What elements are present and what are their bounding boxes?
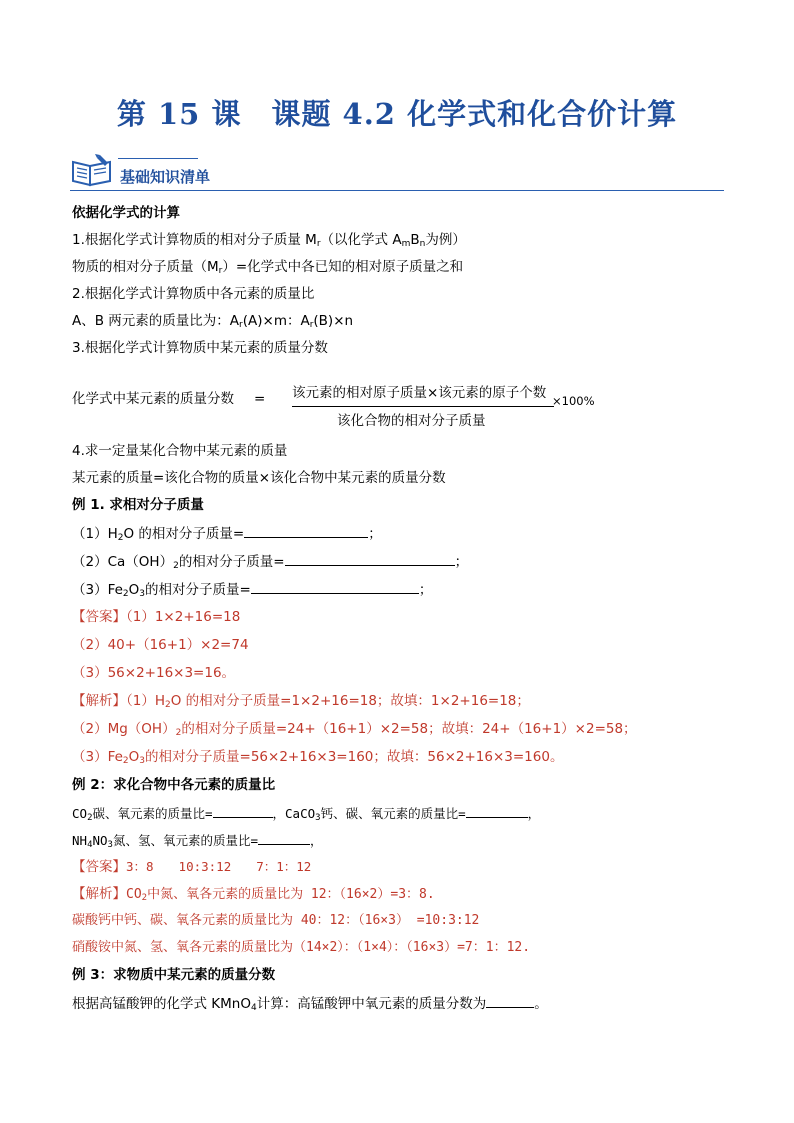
section-divider <box>70 190 724 191</box>
example-2-analysis-2: 碳酸钙中钙、碳、氧各元素的质量比为 40：12：（16×3） =10:3:12 <box>72 913 480 928</box>
example-1-title: 例 1. 求相对分子质量 <box>72 497 204 513</box>
answer-blank[interactable] <box>251 580 419 594</box>
paragraph-6: 4.求一定量某化合物中某元素的质量 <box>72 443 288 459</box>
answer-blank[interactable] <box>486 994 534 1008</box>
example-2-question-1: $CO_2$碳、氧元素的质量比= ，CaCO$_3$钙、碳、氧元素的质量比= ， <box>72 806 541 823</box>
paragraph-5: 3.根据化学式计算物质中某元素的质量分数 <box>72 340 328 356</box>
example-1-analysis-2: $(2)Mg(OH)_2$的相对分子质量=24+（16+1）×2=58；故填：24+（16+1）×2=58； <box>72 721 637 738</box>
heading-formula-calc: 依据化学式的计算 <box>72 205 180 221</box>
answer-blank[interactable] <box>285 552 455 566</box>
paragraph-4: A、B 两元素的质量比为：$A_r(A)\times m$：$A_r(B)\times n$ <box>72 313 354 330</box>
book-pencil-icon <box>70 152 114 188</box>
formula-lhs: 化学式中某元素的质量分数 <box>72 391 234 407</box>
example-3-question: 根据高锰酸钾的化学式 KMnO$_4$计算：高锰酸钾中氧元素的质量分数为 。 <box>72 996 548 1013</box>
example-2-title: 例 2：求化合物中各元素的质量比 <box>72 777 276 793</box>
page-title: 第 15 课 课题 4.2 化学式和化合价计算 <box>116 97 678 131</box>
answer-tag: 【答案】 <box>72 859 126 875</box>
formula-numerator: 该元素的相对原子质量×该元素的原子个数 <box>292 385 547 401</box>
example-1-question-1: $(1)H_2O$ 的相对分子质量= ； <box>72 526 382 543</box>
paragraph-1: 1.根据化学式计算物质的相对分子质量 $M_r$（以化学式 $A_mB_n$为例） <box>72 232 466 249</box>
answer-blank[interactable] <box>213 804 273 818</box>
answer-tag: 【答案】 <box>72 609 126 625</box>
example-1-question-2: $(2)Ca(OH)_2$的相对分子质量= ； <box>72 554 469 571</box>
example-2-analysis-3: 硝酸铵中氮、氢、氧各元素的质量比为（14×2）：（1×4）：（16×3）=7：1：12. <box>72 940 531 955</box>
example-1-analysis-1: 【解析】$(1)H_2O$ 的相对分子质量=1×2+16=18；故填：1×2+16=18； <box>72 693 530 710</box>
example-1-answer-2: （2）40+（16+1）×2=74 <box>72 637 249 653</box>
analysis-tag: 【解析】 <box>72 693 126 709</box>
answer-blank[interactable] <box>466 804 528 818</box>
formula-equals: = <box>254 391 266 407</box>
example-1-question-3: $(3)Fe_2O_3$的相对分子质量= ； <box>72 582 433 599</box>
example-2-answer: 【答案】3：8 10:3:12 7：1：12 <box>72 859 312 875</box>
formula-tail: ×100% <box>552 394 595 408</box>
example-1-analysis-3: $(3)Fe_2O_3$的相对分子质量=56×2+16×3=160；故填：56×2+16×3=160。 <box>72 749 564 766</box>
analysis-tag: 【解析】 <box>72 886 126 902</box>
paragraph-2: 物质的相对分子质量$(M_r)=$化学式中各已知的相对原子质量之和 <box>72 259 464 276</box>
paragraph-3: 2.根据化学式计算物质中各元素的质量比 <box>72 286 315 302</box>
example-3-title: 例 3：求物质中某元素的质量分数 <box>72 967 276 983</box>
example-2-question-2: $NH_4NO_3$氮、氢、氧元素的质量比= ， <box>72 833 323 850</box>
answer-blank[interactable] <box>244 524 368 538</box>
answer-blank[interactable] <box>258 831 310 845</box>
formula-denominator: 该化合物的相对分子质量 <box>337 413 486 429</box>
example-1-answer-1: 【答案】（1）1×2+16=18 <box>72 609 241 625</box>
example-1-answer-3: （3）56×2+16×3=16。 <box>72 665 236 681</box>
section-title: 基础知识清单 <box>120 168 211 186</box>
paragraph-7: 某元素的质量=该化合物的质量×该化合物中某元素的质量分数 <box>72 470 446 486</box>
fraction-bar <box>292 406 554 407</box>
section-top-rule <box>118 158 198 159</box>
example-2-analysis-1: 【解析】$CO_2$中氮、氧各元素的质量比为 12：（16×2）=3：8. <box>72 886 435 903</box>
